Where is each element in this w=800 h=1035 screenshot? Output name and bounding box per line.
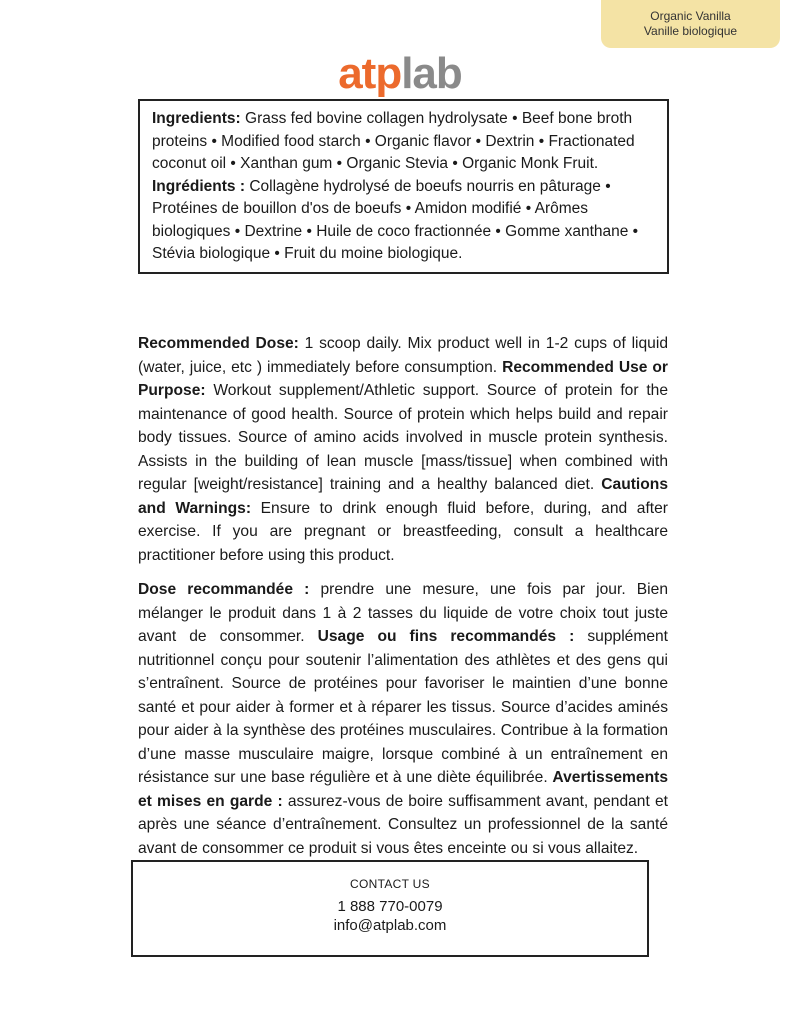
contact-phone: 1 888 770-0079 bbox=[337, 898, 443, 915]
warn-text-fr: assurez-vous de boire suffisamment avant, pendant et après une séance d’entraînement. Consultez un professionnel de la santé avant de consommer ce produit si vous êtes enceinte ou si vous allaitez. bbox=[138, 792, 669, 857]
brand-logo bbox=[0, 48, 800, 100]
use-text-en: Workout supplement/Athletic support. Source of protein for the maintenance of good health. Source of protein which helps build and repair body tissues. Source of amino acids involved in muscle protein synthesis. Assists in the building of lean muscle [mass/tissue] when combined with regular [weight/resistance] training and a healthy balanced diet. bbox=[138, 382, 668, 493]
ingredients-box bbox=[138, 99, 669, 274]
dose-text-en: 1 scoop daily. Mix product well in 1-2 cups of liquid (water, juice, etc ) immediately before consumption. bbox=[138, 335, 668, 376]
ingredients-fr bbox=[152, 176, 655, 266]
warn-text-en: Ensure to drink enough fluid before, during, and after exercise. If you are pregnant or breastfeeding, consult a healthcare practitioner before using this product. bbox=[138, 499, 668, 564]
use-text-fr: supplément nutritionnel conçu pour soutenir l’alimentation des athlètes et des gens qui s’entraînent. Source de protéines pour favoriser le maintien d’une bonne santé et pour aider à former et à réparer les tissus. Source d’acides aminés pour aider à la synthèse des protéines musculaires. Contribue à la formation d’une masse musculaire maigre, lorsque combiné à un entraînement en résistance sur une base régulière et à une diète équilibrée. bbox=[138, 628, 669, 786]
use-label-fr: Usage ou fins recommandés : bbox=[317, 628, 575, 645]
flavor-label bbox=[601, 0, 780, 48]
english-directions bbox=[138, 332, 668, 567]
logo-lab: lab bbox=[401, 49, 462, 98]
use-label-en: Recommended Use or Purpose: bbox=[138, 358, 668, 399]
flavor-fr: Vanille biologique bbox=[643, 24, 738, 38]
ingredients-en-label: Ingredients: bbox=[152, 110, 241, 127]
dose-label-fr: Dose recommandée : bbox=[138, 581, 310, 598]
ingredients-en bbox=[152, 108, 655, 176]
dose-text-fr: prendre une mesure, une fois par jour. Bien mélanger le produit dans 1 à 2 tasses du liquide de votre choix tout juste avant de consommer. bbox=[138, 581, 668, 645]
dose-label-en: Recommended Dose: bbox=[138, 335, 299, 352]
ingredients-fr-label: Ingrédients : bbox=[152, 177, 246, 195]
flavor-en: Organic Vanilla bbox=[650, 9, 731, 23]
french-directions bbox=[138, 578, 668, 860]
logo-atp: atp bbox=[338, 49, 402, 98]
contact-title: CONTACT US bbox=[350, 877, 430, 891]
ingredients-en-text: Grass fed bovine collagen hydrolysate • Beef bone broth proteins • Modified food starch • Organic flavor • Dextrin • Fractionated coconut oil • Xanthan gum • Organic Stevia • Organic Monk Fruit. bbox=[152, 110, 635, 172]
warn-label-en: Cautions and Warnings: bbox=[138, 476, 668, 517]
ingredients-fr-text: Collagène hydrolysé de boeufs nourris en pâturage • Protéines de bouillon d'os de boeufs • Amidon modifié • Arômes biologiques • Dextrine • Huile de coco fractionnée • Gomme xanthane • Stévia biologique • Fruit du moine biologique. bbox=[152, 177, 639, 262]
contact-email: info@atplab.com bbox=[333, 917, 447, 934]
warn-label-fr: Avertissements et mises en garde : bbox=[138, 769, 668, 810]
contact-box bbox=[131, 860, 649, 957]
